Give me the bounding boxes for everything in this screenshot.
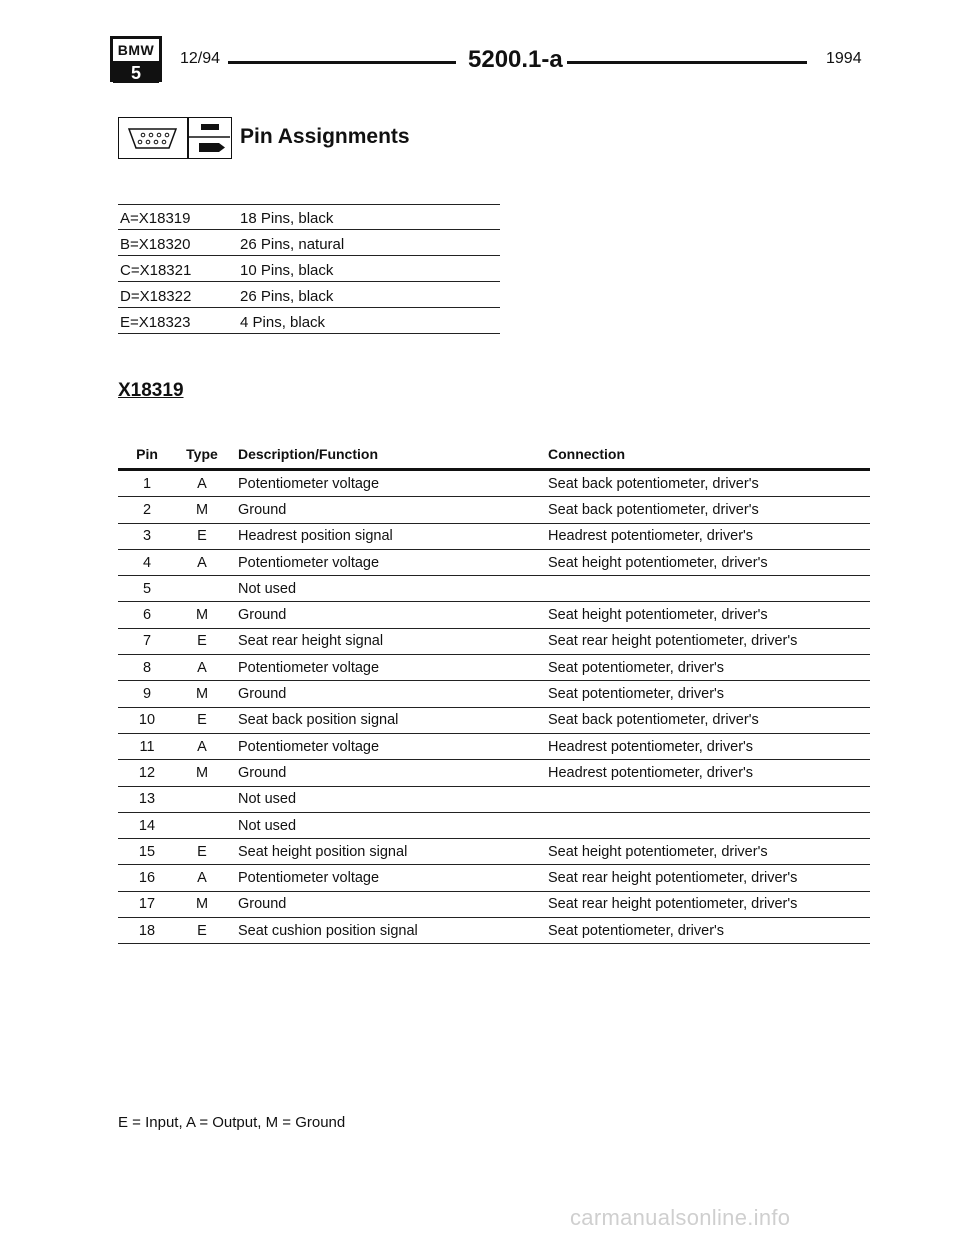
header-description: Description/Function [238, 446, 378, 462]
pin-cell: 5 [142, 580, 152, 597]
type-legend: E = Input, A = Output, M = Ground [118, 1114, 346, 1131]
pin-cell: 4 [142, 554, 152, 571]
connector-list-item [118, 204, 500, 230]
table-row [118, 787, 870, 813]
connection-cell: Seat height potentiometer, driver's [548, 843, 768, 860]
type-cell: M [195, 896, 209, 913]
connector-desc: 10 Pins, black [240, 262, 334, 279]
description-cell: Potentiometer voltage [238, 475, 380, 492]
connection-cell: Seat height potentiometer, driver's [548, 554, 768, 571]
connection-cell: Seat back potentiometer, driver's [548, 501, 759, 518]
connector-id: B=X18320 [120, 236, 191, 253]
table-row [118, 681, 870, 707]
header-rule-right [567, 61, 807, 64]
table-row [118, 760, 870, 786]
table-row [118, 576, 870, 602]
pin-table [118, 444, 870, 944]
table-row [118, 471, 870, 497]
description-cell: Potentiometer voltage [238, 554, 380, 571]
connector-list [118, 204, 500, 334]
connector-id: C=X18321 [120, 262, 192, 279]
type-cell: A [197, 475, 207, 492]
table-body [118, 471, 870, 944]
connection-cell: Seat potentiometer, driver's [548, 686, 725, 703]
type-cell: M [195, 501, 209, 518]
description-cell: Not used [238, 580, 297, 597]
description-cell: Potentiometer voltage [238, 659, 380, 676]
pin-cell: 7 [142, 633, 152, 650]
pin-cell: 15 [138, 843, 156, 860]
pin-cell: 3 [142, 528, 152, 545]
header-pin: Pin [136, 446, 158, 462]
connection-cell: Headrest potentiometer, driver's [548, 764, 754, 781]
pin-cell: 2 [142, 501, 152, 518]
table-row [118, 524, 870, 550]
description-cell: Ground [238, 686, 287, 703]
header-year: 1994 [826, 50, 862, 67]
type-cell: M [195, 607, 209, 624]
connector-desc: 26 Pins, black [240, 288, 334, 305]
description-cell: Ground [238, 607, 287, 624]
description-cell: Not used [238, 791, 297, 808]
table-row [118, 813, 870, 839]
description-cell: Seat back position signal [238, 712, 399, 729]
table-row [118, 734, 870, 760]
connector-list-item [118, 282, 500, 308]
description-cell: Potentiometer voltage [238, 870, 380, 887]
pin-cell: 14 [138, 817, 156, 834]
connection-cell: Seat height potentiometer, driver's [548, 607, 768, 624]
connector-icon [118, 117, 188, 159]
pin-cell: 9 [142, 686, 152, 703]
pin-cell: 16 [138, 870, 156, 887]
connector-id: E=X18323 [120, 314, 191, 331]
pin-cell: 13 [138, 791, 156, 808]
description-cell: Seat height position signal [238, 843, 408, 860]
connector-id: A=X18319 [120, 210, 191, 227]
connection-cell: Seat back potentiometer, driver's [548, 475, 759, 492]
connection-cell: Headrest potentiometer, driver's [548, 738, 754, 755]
connection-cell: Seat rear height potentiometer, driver's [548, 870, 798, 887]
pin-terminal-icon [188, 117, 232, 159]
description-cell: Not used [238, 817, 297, 834]
header-rule-left [228, 61, 456, 64]
description-cell: Seat cushion position signal [238, 922, 418, 939]
table-row [118, 550, 870, 576]
table-row [118, 629, 870, 655]
table-header [118, 444, 870, 471]
connector-list-item [118, 308, 500, 334]
connection-cell: Seat back potentiometer, driver's [548, 712, 759, 729]
section-title: Pin Assignments [240, 125, 410, 148]
pin-cell: 10 [138, 712, 156, 729]
document-number: 5200.1-a [468, 46, 563, 73]
logo-top-text: BMW [113, 39, 159, 63]
pin-cell: 8 [142, 659, 152, 676]
connection-cell: Headrest potentiometer, driver's [548, 528, 754, 545]
table-row [118, 708, 870, 734]
description-cell: Ground [238, 896, 287, 913]
header-connection: Connection [548, 446, 625, 462]
bmw-logo [110, 36, 162, 82]
type-cell: E [197, 528, 207, 545]
type-cell: E [197, 712, 207, 729]
description-cell: Potentiometer voltage [238, 738, 380, 755]
header-type: Type [186, 446, 218, 462]
type-cell: E [197, 922, 207, 939]
table-row [118, 497, 870, 523]
type-cell: A [197, 659, 207, 676]
connector-list-item [118, 230, 500, 256]
type-cell: A [197, 870, 207, 887]
connector-desc: 18 Pins, black [240, 210, 334, 227]
table-row [118, 602, 870, 628]
connector-list-item [118, 256, 500, 282]
pin-cell: 12 [138, 764, 156, 781]
table-row [118, 865, 870, 891]
logo-bottom-text: 5 [113, 63, 159, 83]
type-cell: M [195, 686, 209, 703]
type-cell: E [197, 843, 207, 860]
type-cell: A [197, 738, 207, 755]
table-row [118, 839, 870, 865]
table-row [118, 892, 870, 918]
connection-cell: Seat potentiometer, driver's [548, 922, 725, 939]
pin-cell: 18 [138, 922, 156, 939]
type-cell: A [197, 554, 207, 571]
connection-cell: Seat potentiometer, driver's [548, 659, 725, 676]
pin-cell: 17 [138, 896, 156, 913]
header-date: 12/94 [180, 50, 221, 67]
connector-desc: 4 Pins, black [240, 314, 326, 331]
type-cell: M [195, 764, 209, 781]
watermark: carmanualsonline.info [570, 1205, 791, 1230]
connector-title: X18319 [118, 380, 184, 401]
description-cell: Ground [238, 764, 287, 781]
pin-cell: 11 [139, 738, 155, 755]
pin-cell: 1 [142, 475, 152, 492]
connection-cell: Seat rear height potentiometer, driver's [548, 896, 798, 913]
connector-desc: 26 Pins, natural [240, 236, 345, 253]
pin-cell: 6 [142, 607, 152, 624]
description-cell: Headrest position signal [238, 528, 393, 545]
table-row [118, 918, 870, 944]
type-cell: E [197, 633, 207, 650]
connector-id: D=X18322 [120, 288, 192, 305]
description-cell: Seat rear height signal [238, 633, 384, 650]
table-row [118, 655, 870, 681]
connection-cell: Seat rear height potentiometer, driver's [548, 633, 798, 650]
description-cell: Ground [238, 501, 287, 518]
